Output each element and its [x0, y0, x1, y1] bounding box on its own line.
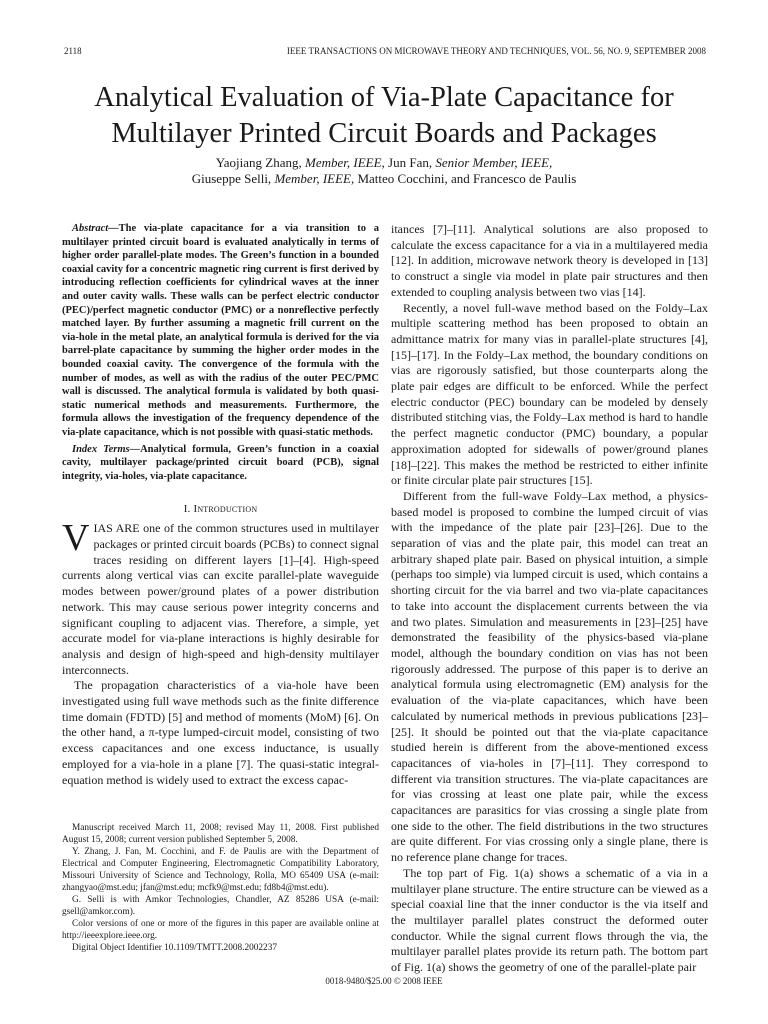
paper-title — [40, 80, 728, 152]
author-role: Member, IEEE, — [274, 171, 355, 186]
title-line-2: Multilayer Printed Circuit Boards and Packages — [111, 118, 657, 149]
page-number: 2118 — [64, 46, 82, 56]
intro-paragraph-2: The propagation characteristics of a via-hole have been investigated using full wave methods such as the finite difference time domain (FDTD) [5] and method of moments (MoM) [6]. On the other hand, a π-type lumped-circuit model, consisting of two excess capacitances and one excess inductance, is usually employed for a via-hole in a plane [7]. The quasi-static integral-equation method is widely used to extract the excess capac- — [62, 678, 379, 787]
right-column — [391, 222, 708, 976]
copyright-footer: 0018-9480/$25.00 © 2008 IEEE — [325, 976, 443, 986]
author-name: Jun Fan, — [388, 155, 433, 170]
author-name: Matteo Cocchini, and Francesco de Paulis — [357, 171, 577, 186]
index-terms — [62, 443, 379, 484]
section-title: Introduction — [193, 503, 258, 516]
footnote-affiliation: Y. Zhang, J. Fan, M. Cocchini, and F. de Paulis are with the Department of Electrical and Computer Engineering, Electromagnetic Compatibility Laboratory, Missouri University of Science and Technology, Rolla, MO 65409 USA (e-mail: zhangyao@mst.edu; jfan@mst.edu; mcfk9@mst.edu; fd8b4@mst.edu). — [62, 847, 379, 893]
body-paragraph: Different from the full-wave Foldy–Lax method, a physics-based model is proposed to combine the lumped circuit of vias with the impedance of the plate pair [23]–[26]. Due to the separation of vias and the plate pair, this model can treat an arbitrary shaped plate pair. Based on physical intuition, a simple (perhaps too simple) via lumped circuit is used, which contains a shorting circuit for the via barrel and two via-plate capacitances to take into account the displacement currents between the via and two plates. Simulation and measurements in [23]–[25] have demonstrated the feasibility of the physics-based via-plane model, although the boundary condition on vias has not been rigorously addressed. The purpose of this paper is to derive an analytical formula using electromagnetic (EM) analysis for the evaluation of the via-plate capacitances, which have been calculated by numerical methods in previous publications [23]–[25]. It should be pointed out that the via-plate capacitance studied herein is different from the above-mentioned excess capacitances of via-holes in [7]–[11]. They correspond to different via transition structures. The via-plate capacitances are for vias crossing at least one plate pair, while the excess capacitances are parasitics for vias crossing a single plate from one side to the other. The field distributions in the two structures are quite different. For vias crossing only a single plane, there is no reference plane change for traces. — [391, 488, 708, 865]
author-list — [40, 155, 728, 187]
intro-paragraph-1 — [62, 517, 379, 678]
index-terms-text: Analytical formula, Green’s function in a coaxial cavity, multilayer package/printed circuit board (PCB), signal integrity, via-holes, via-plate capacitance. — [62, 443, 379, 482]
abstract-text: The via-plate capacitance for a via transition to a multilayer printed circuit board is evaluated analytically in terms of higher order parallel-plate modes. The Green’s function in a bounded coaxial cavity for a concentric magnetic ring current is first derived by introducing reflection coefficients for cylindrical waves at the inner and outer cavity walls. These walls can be perfect electric conductor (PEC)/perfect magnetic conductor (PMC) or a nonreflective perfectly matched layer. By further assuming a magnetic frill current on the via-hole in the metal plate, an analytical formula is derived for the via barrel-plate capacitance by summing the higher order modes in the bounded coaxial cavity. The convergence of the formula with the number of modes, as well as with the radius of the outer PEC/PMC wall is discussed. The analytical formula is validated by both quasi-static numerical methods and measurements. Furthermore, the formula allows the investigation of the frequency dependence of the via-plate capacitance, which is not possible with quasi-static methods. — [62, 223, 379, 438]
abstract — [62, 222, 379, 440]
drop-cap: V — [62, 517, 90, 560]
section-heading — [62, 503, 379, 515]
author-role: Member, IEEE, — [305, 155, 385, 170]
body-paragraph: Recently, a novel full-wave method based on the Foldy–Lax multiple scattering method has been proposed to obtain an admittance matrix for many vias in parallel-plate structures [4], [15]–[17]. In the Foldy–Lax method, the boundary conditions on vias are rigorously satisfied, but those counterparts along the plate pair edges are difficult to be enforced. While the perfect electric conductor (PEC) boundary can be modeled by densely distributed stitching vias, the Foldy–Lax method is hard to handle the perfect magnetic conductor (PMC) boundary, a popular approximation adopted for sidewalls of power/ground planes [18]–[22]. This makes the method be restricted to either infinite or finite circular plate pair structures [15]. — [391, 300, 708, 488]
footnote-affiliation: G. Selli is with Amkor Technologies, Chandler, AZ 85286 USA (e-mail: gsell@amkor.com). — [62, 895, 379, 917]
running-header: IEEE TRANSACTIONS ON MICROWAVE THEORY AND TECHNIQUES, VOL. 56, NO. 9, SEPTEMBER 2008 — [286, 46, 706, 56]
author-name: Yaojiang Zhang, — [215, 155, 302, 170]
footnote-manuscript: Manuscript received March 11, 2008; revised May 11, 2008. First published August 15, 2008; current version published September 5, 2008. — [62, 823, 379, 845]
author-role: Senior Member, IEEE, — [435, 155, 553, 170]
section-number: I. — [183, 503, 191, 516]
body-paragraph: itances [7]–[11]. Analytical solutions are also proposed to calculate the excess capacitance for a via in a multilayered media [12]. In addition, microwave network theory is developed in [13] to construct a single via model in plate pair structures and then extended to coupling analysis between two vias [14]. — [391, 222, 708, 299]
author-line-1 — [40, 155, 728, 171]
footnote-doi: Digital Object Identifier 10.1109/TMTT.2008.2002237 — [72, 943, 278, 953]
paragraph-text: IAS ARE one of the common structures used in multilayer packages or printed circuit boards (PCBs) to connect signal traces residing on different layers [1]–[4]. High-speed currents along vertical vias can excite parallel-plate waveguide modes between power/ground plates of a power distribution network. This may cause serious power integrity concerns and significant coupling to adjacent vias. Therefore, a simple, yet accurate model for via-plane interactions is highly desirable for analysis and design of high-speed and high-density multilayer interconnects. — [62, 521, 379, 677]
index-terms-label: Index Terms— — [72, 443, 141, 455]
left-column — [62, 222, 379, 788]
abstract-label: Abstract— — [72, 223, 119, 234]
title-line-1: Analytical Evaluation of Via-Plate Capacitance for — [94, 82, 674, 113]
footnotes — [62, 822, 379, 954]
author-line-2 — [40, 171, 728, 187]
footnote-color: Color versions of one or more of the figures in this paper are available online at http://ieeexplore.ieee.org. — [62, 919, 379, 941]
body-paragraph: The top part of Fig. 1(a) shows a schematic of a via in a multilayer plane structure. The entire structure can be viewed as a special coaxial line that the inner conductor is the via itself and the multilayer parallel plates construct the deformed outer conductor. While the signal current flows through the via, the multilayer parallel plates provide its return path. The bottom part of Fig. 1(a) shows the geometry of one of the parallel-plate pair — [391, 865, 708, 975]
author-name: Giuseppe Selli, — [191, 171, 272, 186]
